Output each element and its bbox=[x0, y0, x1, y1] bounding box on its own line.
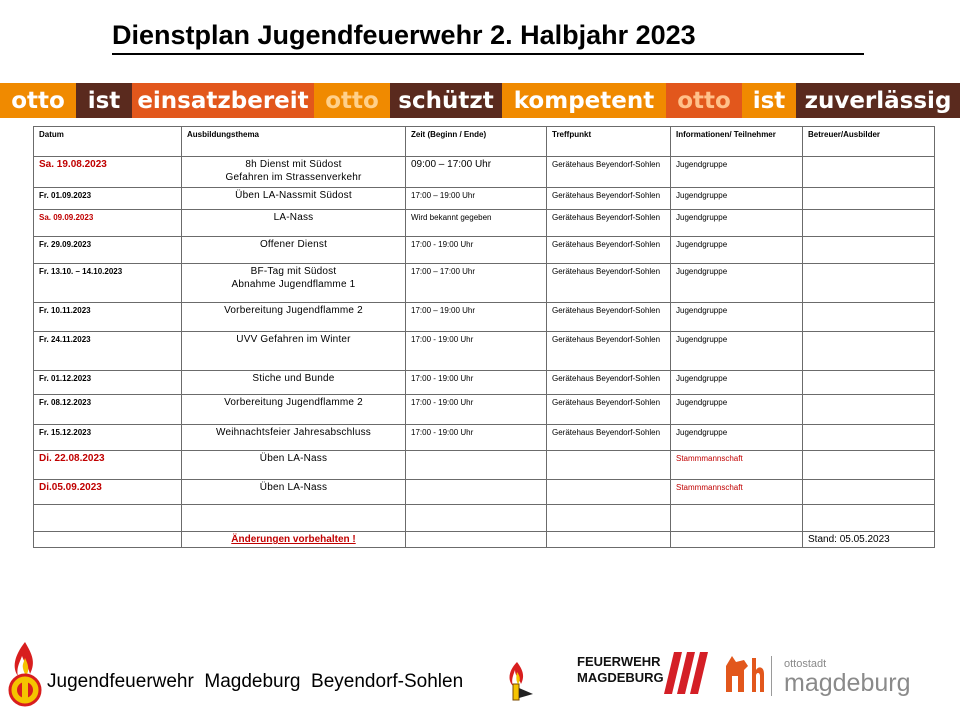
table-row bbox=[34, 451, 935, 480]
topic-cell bbox=[182, 303, 406, 332]
topic-cell bbox=[182, 188, 406, 210]
time-cell bbox=[406, 480, 547, 505]
schedule-table bbox=[33, 126, 935, 548]
instructor-cell bbox=[803, 451, 935, 480]
organization-name: Jugendfeuerwehr Magdeburg Beyendorf-Sohlen bbox=[47, 671, 464, 692]
jugendfeuerwehr-emblem-icon bbox=[6, 640, 44, 708]
banner-word-3: einsatzbereit bbox=[132, 83, 314, 118]
magdeburg-horse-icon bbox=[722, 652, 768, 696]
table-row bbox=[34, 264, 935, 303]
date-cell: Fr. 01.12.2023 bbox=[34, 371, 182, 395]
meeting-point-cell: Gerätehaus Beyendorf-Sohlen bbox=[547, 303, 671, 332]
table-row bbox=[34, 371, 935, 395]
table-row bbox=[34, 332, 935, 371]
table-row bbox=[34, 237, 935, 264]
info-cell: Jugendgruppe bbox=[671, 332, 803, 371]
date-cell: Fr. 13.10. – 14.10.2023 bbox=[34, 264, 182, 303]
ottostadt-label: ottostadt bbox=[784, 658, 827, 670]
time-cell: 17:00 – 19:00 Uhr bbox=[406, 188, 547, 210]
slogan-banner bbox=[0, 83, 960, 118]
date-cell: Fr. 01.09.2023 bbox=[34, 188, 182, 210]
info-cell: Jugendgruppe bbox=[671, 425, 803, 451]
time-cell bbox=[406, 451, 547, 480]
topic-line: Abnahme Jugendflamme 1 bbox=[231, 279, 356, 290]
table-row bbox=[34, 303, 935, 332]
instructor-cell bbox=[803, 210, 935, 237]
table-footer-row bbox=[34, 532, 935, 548]
instructor-cell bbox=[803, 237, 935, 264]
info-cell: Jugendgruppe bbox=[671, 157, 803, 188]
magdeburg-label: magdeburg bbox=[784, 669, 911, 697]
instructor-cell bbox=[803, 395, 935, 425]
topic-line: Üben LA-Nass bbox=[259, 453, 328, 464]
info-cell: Jugendgruppe bbox=[671, 303, 803, 332]
topic-cell bbox=[182, 332, 406, 371]
date-cell: Fr. 24.11.2023 bbox=[34, 332, 182, 371]
meeting-point-cell: Gerätehaus Beyendorf-Sohlen bbox=[547, 237, 671, 264]
fw-logo-line-2: MAGDEBURG bbox=[577, 670, 664, 685]
banner-word-1: otto bbox=[0, 83, 76, 118]
column-header: Ausbildungsthema bbox=[182, 127, 406, 157]
column-header: Informationen/ Teilnehmer bbox=[671, 127, 803, 157]
topic-line: 8h Dienst mit Südost bbox=[245, 159, 342, 170]
date-cell: Di.05.09.2023 bbox=[34, 480, 182, 505]
empty-cell bbox=[406, 532, 547, 548]
meeting-point-cell: Gerätehaus Beyendorf-Sohlen bbox=[547, 332, 671, 371]
topic-line: Offener Dienst bbox=[259, 239, 328, 250]
info-cell: Jugendgruppe bbox=[671, 264, 803, 303]
changes-note: Änderungen vorbehalten ! bbox=[182, 532, 406, 548]
column-header: Datum bbox=[34, 127, 182, 157]
topic-cell bbox=[182, 237, 406, 264]
time-cell: Wird bekannt gegeben bbox=[406, 210, 547, 237]
table-row bbox=[34, 157, 935, 188]
meeting-point-cell: Gerätehaus Beyendorf-Sohlen bbox=[547, 264, 671, 303]
topic-line: BF-Tag mit Südost bbox=[250, 266, 337, 277]
topic-cell bbox=[182, 371, 406, 395]
date-cell: Fr. 15.12.2023 bbox=[34, 425, 182, 451]
topic-line: Üben LA-Nass bbox=[259, 482, 328, 493]
meeting-point-cell: Gerätehaus Beyendorf-Sohlen bbox=[547, 371, 671, 395]
info-cell: Stammmannschaft bbox=[671, 480, 803, 505]
instructor-cell bbox=[803, 371, 935, 395]
topic-cell bbox=[182, 505, 406, 532]
info-cell: Jugendgruppe bbox=[671, 395, 803, 425]
date-cell: Sa. 09.09.2023 bbox=[34, 210, 182, 237]
info-cell: Jugendgruppe bbox=[671, 371, 803, 395]
empty-cell bbox=[671, 532, 803, 548]
topic-cell bbox=[182, 451, 406, 480]
stand-date: Stand: 05.05.2023 bbox=[803, 532, 935, 548]
instructor-cell bbox=[803, 157, 935, 188]
meeting-point-cell bbox=[547, 451, 671, 480]
table-row bbox=[34, 188, 935, 210]
empty-cell bbox=[547, 532, 671, 548]
topic-line: Üben LA-Nassmit Südost bbox=[235, 190, 352, 201]
logo-divider bbox=[771, 656, 772, 696]
time-cell: 17:00 – 17:00 Uhr bbox=[406, 264, 547, 303]
column-header: Treffpunkt bbox=[547, 127, 671, 157]
title-underline bbox=[112, 53, 864, 55]
time-cell bbox=[406, 505, 547, 532]
banner-word-9: zuverlässig bbox=[796, 83, 960, 118]
banner-word-8: ist bbox=[742, 83, 796, 118]
table-row bbox=[34, 210, 935, 237]
instructor-cell bbox=[803, 188, 935, 210]
column-header: Betreuer/Ausbilder bbox=[803, 127, 935, 157]
page-title: Dienstplan Jugendfeuerwehr 2. Halbjahr 2023 bbox=[112, 20, 696, 50]
fw-logo-line-1: FEUERWEHR bbox=[577, 654, 661, 669]
banner-word-5: schützt bbox=[390, 83, 502, 118]
feuerwehr-magdeburg-logo bbox=[577, 654, 664, 686]
table-row bbox=[34, 505, 935, 532]
instructor-cell bbox=[803, 303, 935, 332]
info-cell: Stammmannschaft bbox=[671, 451, 803, 480]
topic-line: Vorbereitung Jugendflamme 2 bbox=[224, 397, 363, 408]
date-cell: Fr. 10.11.2023 bbox=[34, 303, 182, 332]
banner-word-6: kompetent bbox=[502, 83, 666, 118]
instructor-cell bbox=[803, 264, 935, 303]
date-cell: Fr. 08.12.2023 bbox=[34, 395, 182, 425]
banner-word-7: otto bbox=[666, 83, 742, 118]
topic-line: UVV Gefahren im Winter bbox=[236, 334, 351, 345]
topic-cell bbox=[182, 425, 406, 451]
meeting-point-cell bbox=[547, 480, 671, 505]
topic-cell bbox=[182, 210, 406, 237]
date-cell: Fr. 29.09.2023 bbox=[34, 237, 182, 264]
banner-word-4: otto bbox=[314, 83, 390, 118]
table-header-row bbox=[34, 127, 935, 157]
info-cell: Jugendgruppe bbox=[671, 237, 803, 264]
topic-cell bbox=[182, 480, 406, 505]
date-cell bbox=[34, 505, 182, 532]
time-cell: 17:00 – 19:00 Uhr bbox=[406, 303, 547, 332]
fw-stripes-icon bbox=[664, 652, 710, 694]
date-cell: Sa. 19.08.2023 bbox=[34, 157, 182, 188]
topic-cell bbox=[182, 395, 406, 425]
topic-cell bbox=[182, 264, 406, 303]
meeting-point-cell: Gerätehaus Beyendorf-Sohlen bbox=[547, 188, 671, 210]
jugendflamme-emblem-icon bbox=[503, 660, 537, 702]
instructor-cell bbox=[803, 505, 935, 532]
info-cell: Jugendgruppe bbox=[671, 188, 803, 210]
instructor-cell bbox=[803, 332, 935, 371]
topic-line: Gefahren im Strassenverkehr bbox=[225, 172, 362, 183]
column-header: Zeit (Beginn / Ende) bbox=[406, 127, 547, 157]
meeting-point-cell: Gerätehaus Beyendorf-Sohlen bbox=[547, 425, 671, 451]
time-cell: 17:00 - 19:00 Uhr bbox=[406, 237, 547, 264]
instructor-cell bbox=[803, 480, 935, 505]
topic-line: Stiche und Bunde bbox=[252, 373, 335, 384]
instructor-cell bbox=[803, 425, 935, 451]
table-row bbox=[34, 395, 935, 425]
meeting-point-cell: Gerätehaus Beyendorf-Sohlen bbox=[547, 210, 671, 237]
topic-line: Vorbereitung Jugendflamme 2 bbox=[224, 305, 363, 316]
time-cell: 17:00 - 19:00 Uhr bbox=[406, 425, 547, 451]
info-cell: Jugendgruppe bbox=[671, 210, 803, 237]
topic-line: Weihnachtsfeier Jahresabschluss bbox=[216, 427, 371, 438]
table-row bbox=[34, 425, 935, 451]
table-row bbox=[34, 480, 935, 505]
banner-word-2: ist bbox=[76, 83, 132, 118]
meeting-point-cell: Gerätehaus Beyendorf-Sohlen bbox=[547, 157, 671, 188]
time-cell: 17:00 - 19:00 Uhr bbox=[406, 395, 547, 425]
topic-line: LA-Nass bbox=[273, 212, 314, 223]
meeting-point-cell: Gerätehaus Beyendorf-Sohlen bbox=[547, 395, 671, 425]
info-cell bbox=[671, 505, 803, 532]
time-cell: 17:00 - 19:00 Uhr bbox=[406, 332, 547, 371]
meeting-point-cell bbox=[547, 505, 671, 532]
time-cell: 17:00 - 19:00 Uhr bbox=[406, 371, 547, 395]
date-cell: Di. 22.08.2023 bbox=[34, 451, 182, 480]
topic-cell bbox=[182, 157, 406, 188]
time-cell: 09:00 – 17:00 Uhr bbox=[406, 157, 547, 188]
empty-cell bbox=[34, 532, 182, 548]
